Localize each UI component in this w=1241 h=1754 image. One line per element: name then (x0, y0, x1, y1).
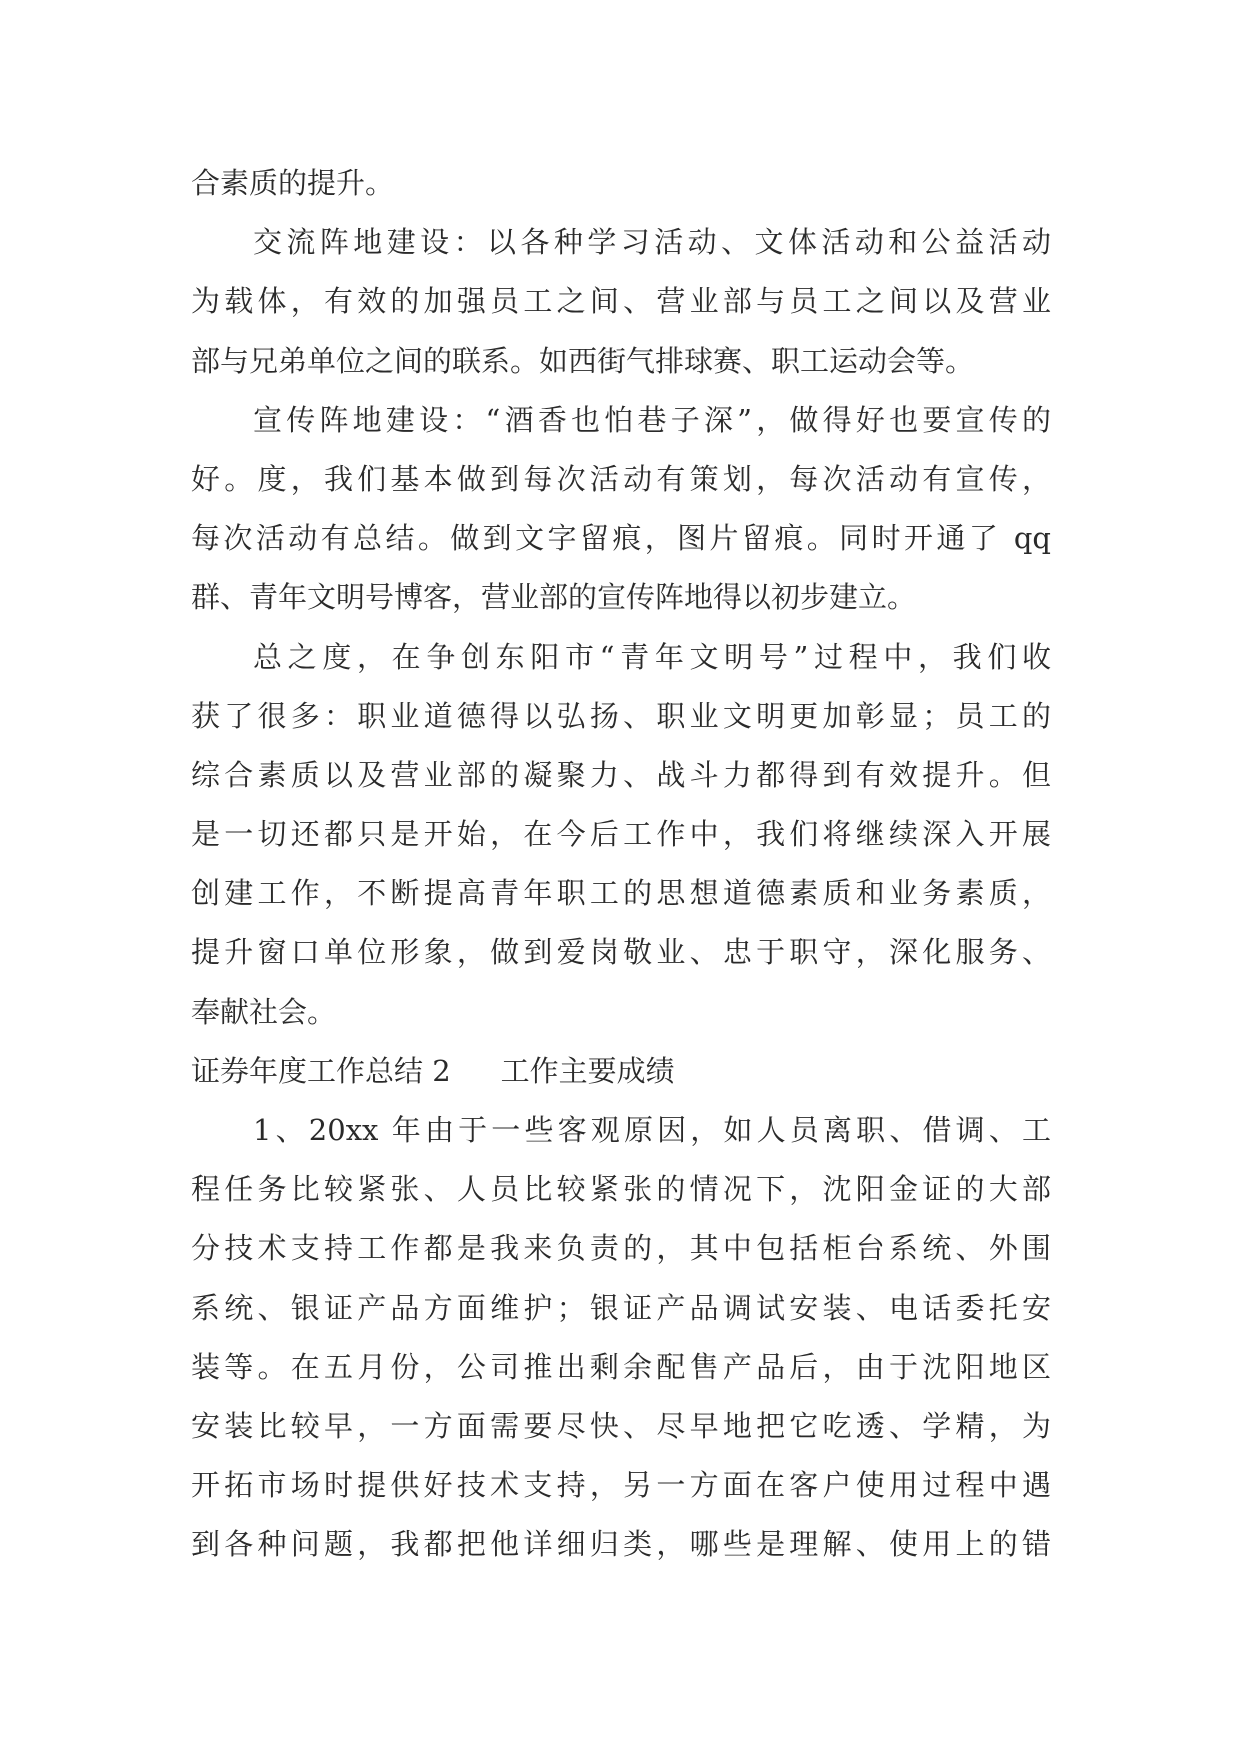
text-line: 每次活动有总结。做到文字留痕，图片留痕。同时开通了 qq (191, 521, 1051, 556)
text-line: 获了很多：职业道德得以弘扬、职业文明更加彰显；员工的 (191, 698, 1051, 733)
text-line: 宣传阵地建设：“酒香也怕巷子深”，做得好也要宣传的 (253, 402, 1051, 437)
section-heading-subtitle: 工作主要成绩 (500, 1053, 675, 1088)
text-line: 分技术支持工作都是我来负责的，其中包括柜台系统、外围 (191, 1231, 1051, 1266)
text-line: 安装比较早，一方面需要尽快、尽早地把它吃透、学精，为 (191, 1408, 1051, 1443)
text-line: 奉献社会。 (191, 994, 337, 1029)
paragraphs-after-heading (191, 1101, 1051, 1575)
text-line: 好。度，我们基本做到每次活动有策划，每次活动有宣传， (191, 461, 1051, 496)
para-publicity (191, 391, 1051, 628)
text-line: 部与兄弟单位之间的联系。如西街气排球赛、职工运动会等。 (191, 343, 975, 378)
section-heading (191, 1042, 1051, 1101)
text-line: 交流阵地建设：以各种学习活动、文体活动和公益活动 (253, 225, 1051, 260)
text-line: 创建工作，不断提高青年职工的思想道德素质和业务素质， (191, 876, 1051, 911)
text-line: 提升窗口单位形象，做到爱岗敬业、忠于职守，深化服务、 (191, 935, 1051, 970)
text-line: 为载体，有效的加强员工之间、营业部与员工之间以及营业 (191, 284, 1051, 319)
section-heading-title: 证券年度工作总结 2 (191, 1053, 451, 1088)
para-summary (191, 628, 1051, 1042)
text-line: 程任务比较紧张、人员比较紧张的情况下，沈阳金证的大部 (191, 1172, 1051, 1207)
para-end-of-previous (191, 154, 1051, 213)
text-line: 综合素质以及营业部的凝聚力、战斗力都得到有效提升。但 (191, 757, 1051, 792)
text-line: 总之度，在争创东阳市“青年文明号”过程中，我们收 (253, 639, 1051, 674)
paragraphs-before-heading (191, 154, 1051, 1042)
para-achievement-1 (191, 1101, 1051, 1575)
document-body (191, 154, 1051, 1575)
text-line: 系统、银证产品方面维护；银证产品调试安装、电话委托安 (191, 1290, 1051, 1325)
text-line: 装等。在五月份，公司推出剩余配售产品后，由于沈阳地区 (191, 1349, 1051, 1384)
text-line: 1、20xx 年由于一些客观原因，如人员离职、借调、工 (253, 1113, 1051, 1147)
text-line: 到各种问题，我都把他详细归类，哪些是理解、使用上的错 (191, 1527, 1051, 1562)
text-line: 开拓市场时提供好技术支持，另一方面在客户使用过程中遇 (191, 1468, 1051, 1503)
para-communication (191, 213, 1051, 391)
text-line: 合素质的提升。 (191, 166, 395, 200)
text-line: 群、青年文明号博客，营业部的宣传阵地得以初步建立。 (191, 580, 917, 615)
text-line: 是一切还都只是开始，在今后工作中，我们将继续深入开展 (191, 817, 1051, 852)
